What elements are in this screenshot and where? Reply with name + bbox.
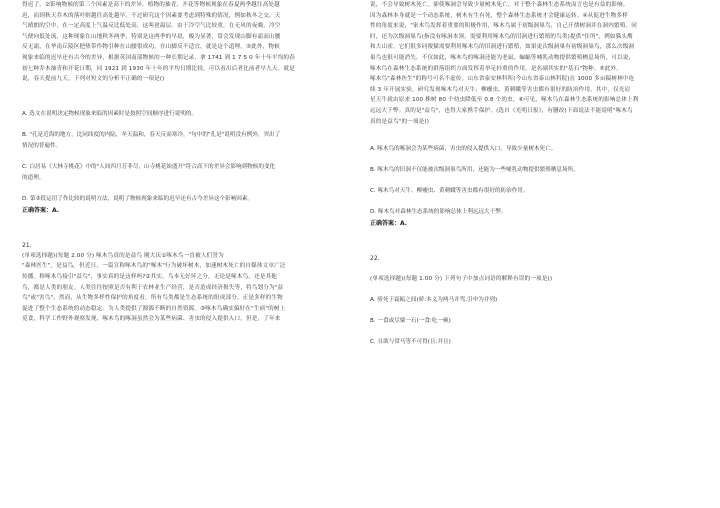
option-c: C. 且欲与常马等不可得(且:并且) (370, 338, 451, 345)
passage-line: 促进了整个生态系统的动态稳定。为人类提供了源源不断的自然资源。③啄木鸟确实偏好在"生病"的树上 (22, 305, 286, 312)
passage-line: 气晴朗的空中，在一定高度上气温反比低处高，这叫逆温层。由于冷空气比较重，在无风的夜晚，冷空 (22, 23, 281, 30)
passage-line: 远远大于弊。真的是"益鸟"，也得大家携手保护。(选自《光明日报》，有删改)下面说法不能说明"啄木鸟 (370, 107, 633, 114)
passage-line: 鸟，都是人类的朋友。人类往往按照是否有利于农林业生产经营，是否造成经济损失等，将鸟划分为"益 (22, 284, 284, 291)
passage-line: 初七种乔木抽青和开花日期，同 1921 到 1930 年十年的平均日期比较，可以看出后者比前者早九天。就是 (22, 65, 295, 72)
passage-line: 时，还为次级洞巢鸟(指没有啄洞本领，需要利用啄木鸟的旧洞进行繁殖的鸟类)提供"住所"，例如猫头鹰 (370, 33, 633, 40)
passage-line: 星天牛就由原来 100 株树 80 个幼虫降低至 0.8 个幼虫。⑥可见，啄木鸟在森林生态系统的影响总体上利 (370, 97, 639, 104)
passage-line: 迟，而到秋天乔木的落叶则越往高处越早。不过研究这个因素要考虑到特殊的情况，例如秋冬之交，天 (22, 12, 281, 19)
answer-text: 正确答案：A. (370, 220, 408, 228)
option-b: B. 啄木鸟的旧洞不仅能被次级洞巢鸟所用，还能为一些哺乳动物提供繁殖栖息场所。 (370, 167, 579, 174)
option-a: A. 选文在说明决定物候现象来临的因素时是按照空间顺序进行说明的。 (22, 110, 198, 117)
passage-line: 真的是益鸟"的一项是() (370, 118, 430, 125)
passage-line: 续 3 年开展实验，研究发现啄木鸟对天牛、柳瘿虫、黄刺蛾等害虫都有很好的防治作用，其中，仅光肩 (370, 86, 631, 93)
passage-line: 巢鸟也很可能消失。不仅如此，啄木鸟的啄洞还能为老鼠、蝙蝠等哺乳动物提供繁殖栖息场所，可以说， (370, 54, 635, 61)
passage-line: 觅食，科学工作野外观察发现，啄木鸟的啄洞虽然会为某些病菌、害虫的侵入提供入口，但是，了年来 (22, 316, 281, 323)
passage-line: 得迟了。②影响物候的第三个因素是高下的差异。植物的抽青、开花等物候现象在春夏两季越往高处越 (22, 2, 280, 8)
right-column (370, 0, 715, 348)
question-21-body (22, 251, 367, 325)
question-22-prompt: (单项选择题)(每题 1.00 分) 下列句子中加点词语的解释有误的一项是() (370, 276, 553, 283)
question-21-options (370, 144, 715, 218)
option-a: A. 啄木鸟的啄洞会为某些病菌、害虫的侵入提供入口，导致少量树木死亡。 (370, 146, 557, 153)
passage-line: 性的角度来说，"家木鸟发挥着重要的积极作用，啄木鸟属于初级洞巢鸟，自己开凿树洞并在洞内繁殖。同 (370, 23, 637, 30)
question-number: 22. (370, 255, 380, 263)
option-c: C. 啄木鸟对天牛、柳瘿虫、黄刺蛾等害虫都有很好的防治作用。 (370, 188, 529, 195)
reading-passage-continued (22, 0, 367, 85)
passage-line: "森林医生"，是益鸟。但近日，一篇宣称啄木鸟的"啄木"行为破坏树木，加速树木死亡的自媒体文章广泛 (22, 263, 286, 270)
question-21-passage (370, 0, 715, 127)
passage-line: 因为森林本身就是一个动态系统，树木有生有死，整个森林生态系统才会健康运转。④从促进生物多样 (370, 12, 628, 19)
passage-line: 传播。称啄木鸟接引"益鸟"，事实真的是这样吗?②其实，鸟本无好坏之分，无论是啄木鸟，还是其他 (22, 273, 277, 280)
option-d: D. 啄木鸟对森林生态系统的影响总体上利远远大于弊。 (370, 209, 507, 216)
passage-line: 现象来临的迟早还有古今的差异，根据英国南部物候的一种长期记录，拿 1741 到 1 7 5 0 年十年平均的春 (22, 54, 295, 61)
option-c-cont: 的道理。 (22, 174, 45, 181)
question-number: 21. (22, 241, 32, 249)
passage-line: 啄木鸟"森林医生"的称号可名不虚传。山东省泰安林科所(今山东省泰山林科院)在 1000 多亩稿树林中连 (370, 76, 635, 83)
question-22-options (370, 295, 715, 348)
passage-line: 啄木鸟在森林生态系统的群落组织方面发挥着举足轻重的作用，是名副其实的"基石"物种。⑤此外， (370, 65, 622, 72)
option-a: A. 骄死于霜瓯之间(骄:本义为两马并驾,引申为并列) (370, 296, 498, 303)
option-b: B. "孔是近海的地方，比同纬度的内陆，冬天温和，春天反而寒冷。"句中的"孔是"说明没有例外，突出了 (22, 131, 281, 138)
left-column (22, 0, 367, 325)
passage-line: 说，春天提前九天。下列对短文的分析不正确的一项是() (22, 76, 165, 83)
passage-line: 鸟"或"害鸟"。然而，从生物多样性保护的角度看，所有鸟类都是生态系统的组成部分，正是多样的生物 (22, 295, 283, 302)
option-b-cont: 情况的普遍性。 (22, 142, 62, 149)
answer-text: 正确答案：A. (22, 206, 60, 214)
passage-line: 反无霜，在华南丘陵区把热带作物引种在山腰很成功，在山脚反不适宜，就是这个道理。③此外，物候 (22, 44, 280, 51)
question-options (22, 109, 367, 205)
passage-line: 和大山雀。它们很多同俊猫需要利用啄木鸟的旧洞进行繁殖，如果更次级洞巢有初级洞巢鸟，那么次级洞 (370, 44, 635, 51)
passage-line: (单项选择题)(每题 2.00 分) 啄木鸟真的是益鸟 刚大庆①啄木鸟一直被人们誉为 (22, 252, 224, 259)
passage-line: 气便向低处流，这种现象在山地秋冬两季，特别是这两季的早晨，极为显著，常会发现山脚有霜而山腰 (22, 33, 281, 40)
option-b: B. 一食或尽粟一石(一食:吃一顿) (370, 317, 451, 324)
option-d: D. 第③段运用了作比较的说明方法，说明了物候现象来临的迟早还有古今差异这个影响因素。 (22, 195, 254, 202)
passage-line: 说，不会导致树木死亡。卻使啄洞会导致少量树木死亡，对于整个森林生态系统而言也是有益的影响。 (370, 2, 629, 8)
option-c: C. 白居易《大林寺桃花》中的"人间四月芳菲尽，山寺桃花始盛开"符合高下的差异会影响到物候的变化 (22, 163, 276, 170)
